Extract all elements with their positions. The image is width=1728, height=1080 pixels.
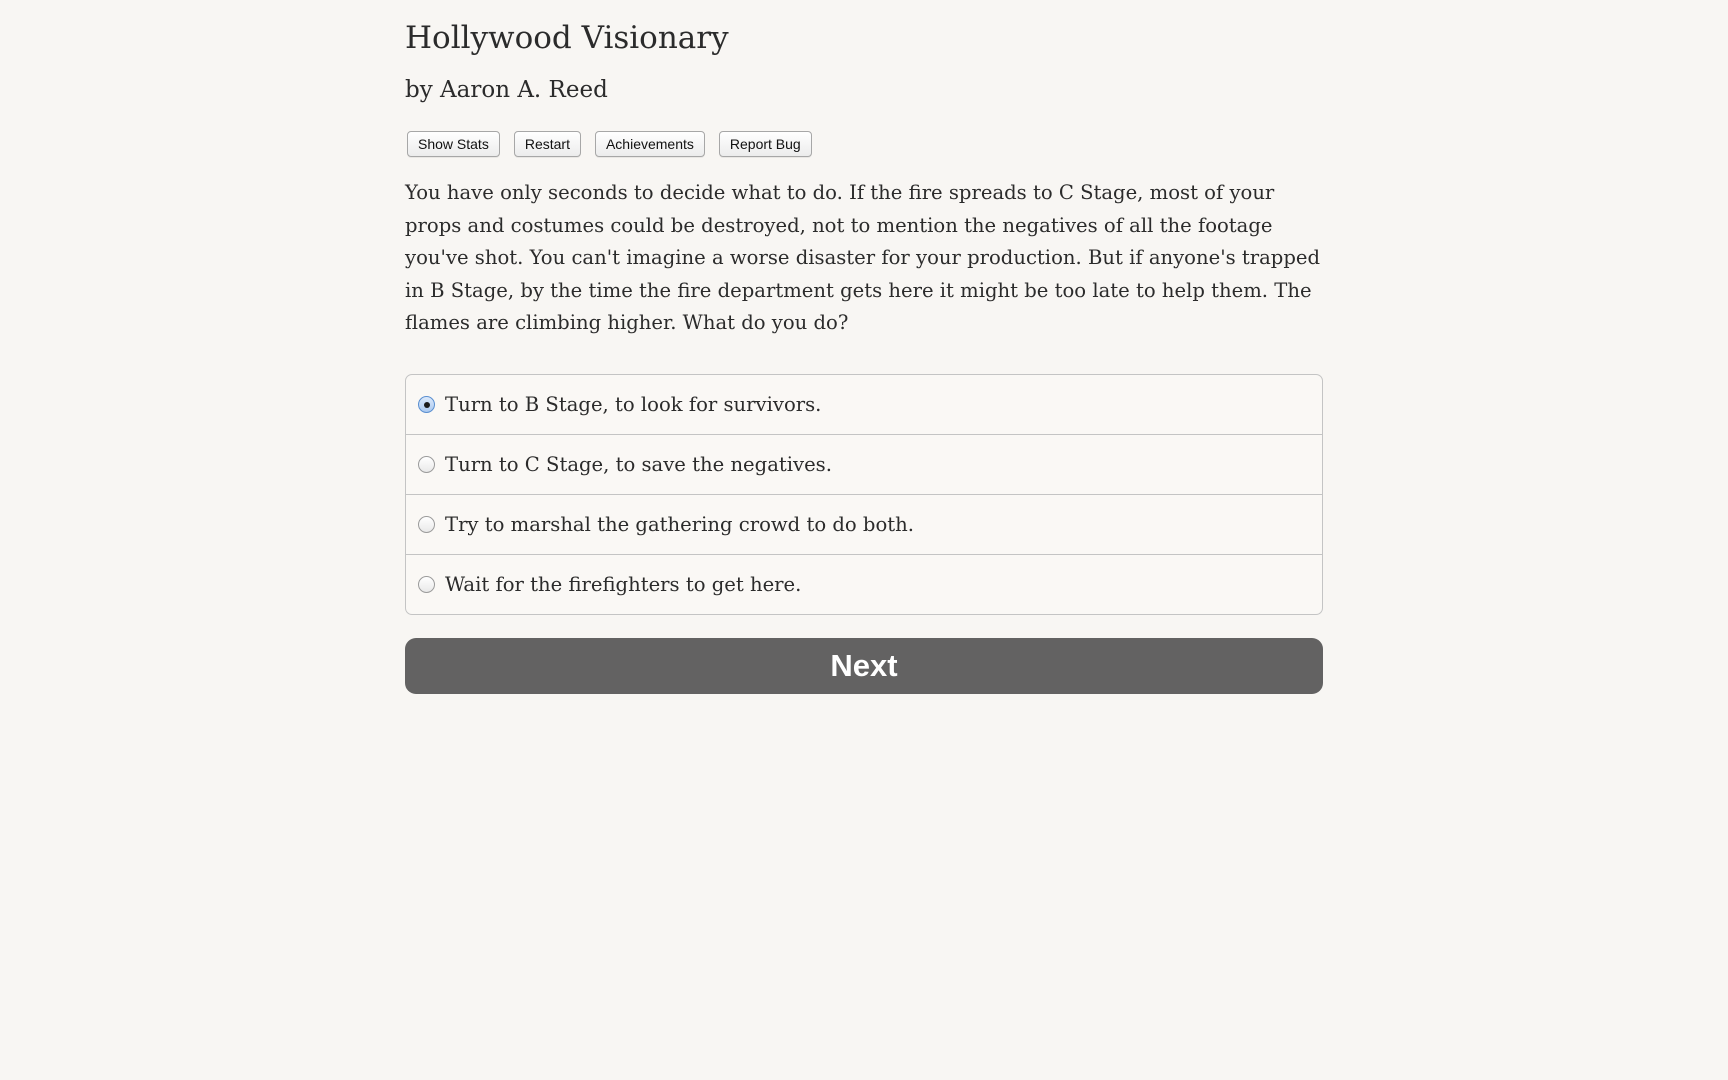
game-title: Hollywood Visionary [405, 20, 729, 56]
achievements-button[interactable]: Achievements [595, 131, 705, 157]
choice-label: Turn to C Stage, to save the negatives. [445, 453, 832, 476]
choice-label: Wait for the firefighters to get here. [445, 573, 802, 596]
radio-button[interactable] [418, 396, 435, 413]
choice-option-marshal-crowd[interactable] [406, 494, 1322, 554]
next-button[interactable]: Next [405, 638, 1323, 694]
choice-option-c-stage[interactable] [406, 434, 1322, 494]
choice-label: Try to marshal the gathering crowd to do both. [445, 513, 914, 536]
report-bug-button[interactable]: Report Bug [719, 131, 812, 157]
game-author: by Aaron A. Reed [405, 77, 608, 103]
story-passage: You have only seconds to decide what to do. If the fire spreads to C Stage, most of your props and costumes could be destroyed, not to mention the negatives of all the footage you've shot. You can't imagine a worse disaster for your production. But if anyone's trapped in B Stage, by the time the fire department gets here it might be too late to help them. The flames are climbing higher. What do you do? [405, 181, 1321, 334]
restart-button[interactable]: Restart [514, 131, 581, 157]
radio-button[interactable] [418, 516, 435, 533]
choice-option-b-stage[interactable] [406, 375, 1322, 434]
toolbar [407, 131, 812, 157]
choice-label: Turn to B Stage, to look for survivors. [445, 393, 822, 416]
radio-button[interactable] [418, 456, 435, 473]
choice-option-wait-firefighters[interactable] [406, 554, 1322, 614]
radio-button[interactable] [418, 576, 435, 593]
choice-list [405, 374, 1323, 615]
show-stats-button[interactable]: Show Stats [407, 131, 500, 157]
